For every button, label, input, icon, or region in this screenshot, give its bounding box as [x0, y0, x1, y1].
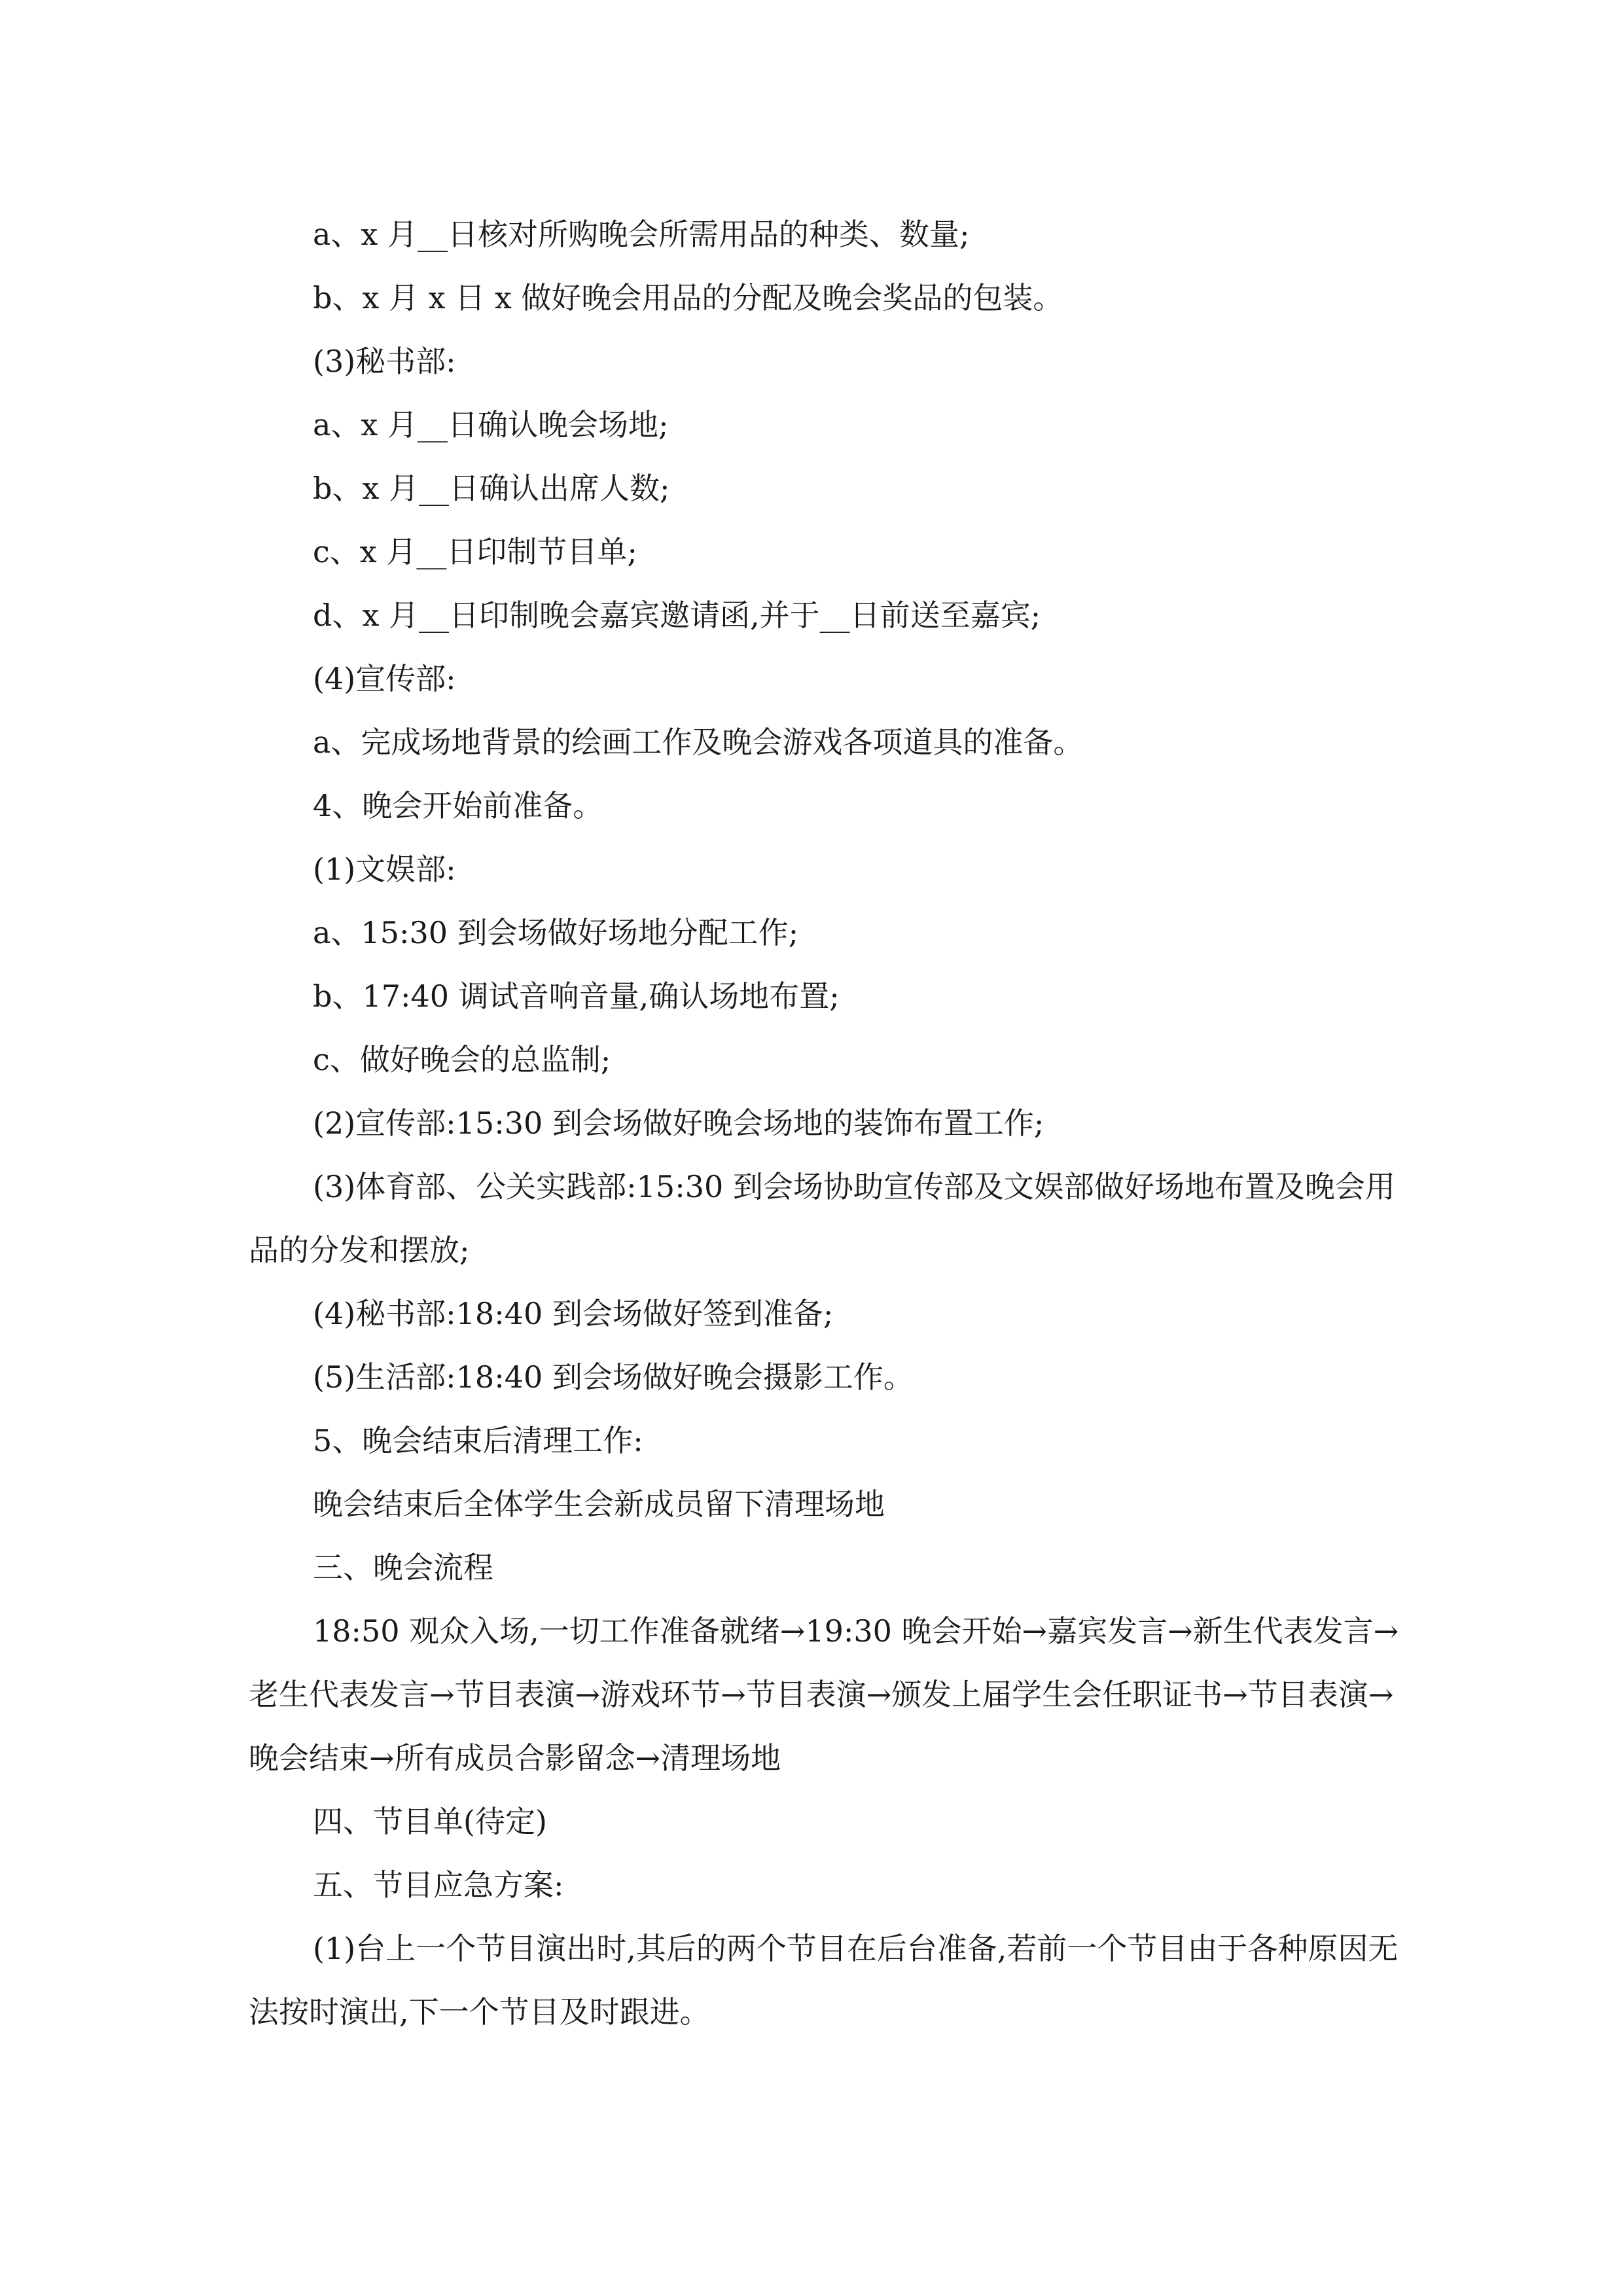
document-paragraph: (1)台上一个节目演出时,其后的两个节目在后台准备,若前一个节目由于各种原因无法按时演出,下一个节目及时跟进。: [249, 1931, 1399, 2030]
document-paragraph: a、x 月__日核对所购晚会所需用品的种类、数量;: [313, 217, 970, 252]
document-paragraph: (2)宣传部:15:30 到会场做好晚会场地的装饰布置工作;: [313, 1105, 1044, 1141]
document-paragraph: (3)体育部、公关实践部:15:30 到会场协助宣传部及文娱部做好场地布置及晚会用品的分发和摆放;: [249, 1169, 1395, 1268]
document-paragraph: 5、晚会结束后清理工作:: [313, 1423, 643, 1458]
document-body: [249, 203, 1400, 2044]
document-paragraph: (5)生活部:18:40 到会场做好晚会摄影工作。: [313, 1359, 914, 1395]
document-paragraph: b、17:40 调试音响音量,确认场地布置;: [313, 978, 840, 1014]
document-paragraph: (4)宣传部:: [313, 661, 456, 696]
document-paragraph: b、x 月 x 日 x 做好晚会用品的分配及晚会奖品的包装。: [313, 280, 1063, 315]
document-paragraph: 四、节目单(待定): [313, 1804, 547, 1839]
document-paragraph: 4、晚会开始前准备。: [313, 788, 603, 823]
document-paragraph: a、15:30 到会场做好场地分配工作;: [313, 915, 799, 950]
document-paragraph: 晚会结束后全体学生会新成员留下清理场地: [313, 1486, 885, 1522]
document-paragraph: a、完成场地背景的绘画工作及晚会游戏各项道具的准备。: [313, 725, 1084, 760]
document-paragraph: a、x 月__日确认晚会场地;: [313, 407, 669, 442]
document-paragraph: 五、节目应急方案:: [313, 1867, 564, 1903]
document-paragraph: 18:50 观众入场,一切工作准备就绪→19:30 晚会开始→嘉宾发言→新生代表发言→老生代表发言→节目表演→游戏环节→节目表演→颁发上届学生会任职证书→节目表演→晚会结束→所有成员合影留念→清理场地: [249, 1613, 1399, 1776]
document-paragraph: 三、晚会流程: [313, 1550, 493, 1585]
document-paragraph: (4)秘书部:18:40 到会场做好签到准备;: [313, 1296, 834, 1331]
document-paragraph: b、x 月__日确认出席人数;: [313, 471, 670, 506]
document-paragraph: (1)文娱部:: [313, 852, 456, 887]
document-paragraph: c、做好晚会的总监制;: [313, 1042, 611, 1077]
document-paragraph: d、x 月__日印制晚会嘉宾邀请函,并于__日前送至嘉宾;: [313, 598, 1041, 633]
document-paragraph: c、x 月__日印制节目单;: [313, 534, 637, 569]
document-paragraph: (3)秘书部:: [313, 344, 456, 379]
